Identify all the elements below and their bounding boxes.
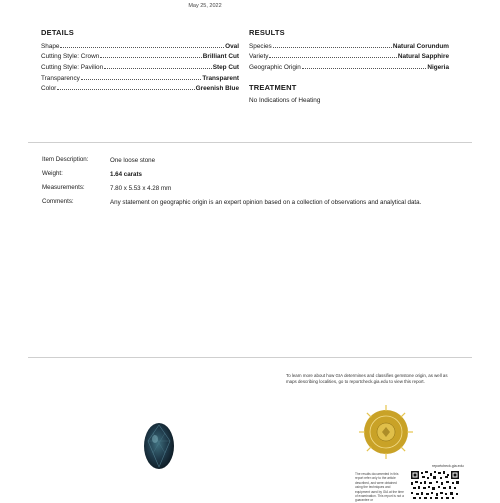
results-heading: RESULTS	[249, 28, 285, 37]
leader-dots	[81, 79, 202, 80]
results-row-variety	[249, 50, 449, 61]
report-date: May 25, 2022	[188, 3, 222, 9]
item-description-block	[42, 156, 452, 212]
item-row-weight	[42, 170, 452, 180]
details-row-color	[41, 82, 239, 93]
results-row-origin	[249, 60, 449, 71]
details-list	[41, 39, 239, 92]
section-divider	[28, 357, 472, 358]
leader-dots	[104, 68, 212, 69]
gemstone-photo	[142, 421, 176, 471]
treatment-heading: TREATMENT	[249, 83, 297, 92]
details-row-pavilion	[41, 60, 239, 71]
results-value: Natural Sapphire	[397, 53, 449, 61]
details-label: Cutting Style: Crown	[41, 53, 100, 61]
details-label: Color	[41, 85, 57, 93]
section-divider	[28, 142, 472, 143]
details-value: Transparent	[202, 74, 239, 82]
results-list	[249, 39, 449, 71]
reportcheck-link[interactable]: reportcheck.gia.edu	[432, 464, 464, 468]
item-label: Item Description:	[42, 156, 89, 163]
details-label: Transparency	[41, 74, 80, 82]
item-row-measurements	[42, 184, 452, 194]
details-label: Cutting Style: Pavilion	[41, 64, 104, 72]
details-row-transparency	[41, 71, 239, 82]
item-label: Comments:	[42, 198, 74, 205]
item-value: 1.64 carats	[110, 171, 142, 178]
treatment-text: No Indications of Heating	[249, 97, 321, 104]
details-row-shape	[41, 39, 239, 50]
leader-dots	[60, 47, 224, 48]
item-label: Weight:	[42, 170, 63, 177]
results-value: Nigeria	[427, 64, 449, 72]
leader-dots	[273, 47, 392, 48]
results-row-species	[249, 39, 449, 50]
results-label: Geographic Origin	[249, 64, 301, 72]
gia-seal-icon	[358, 404, 414, 460]
details-value: Step Cut	[212, 64, 239, 72]
info-text: To learn more about how GIA determines and classifies gemstone origin, as well as maps describing localities, go to reportcheck.gia.edu to view this report.	[286, 373, 448, 384]
details-value: Oval	[225, 42, 239, 50]
item-value: 7.80 x 5.53 x 4.28 mm	[110, 185, 172, 192]
leader-dots	[269, 57, 396, 58]
details-heading: DETAILS	[41, 28, 74, 37]
results-value: Natural Corundum	[392, 42, 449, 50]
item-value: One loose stone	[110, 157, 156, 164]
results-label: Species	[249, 42, 272, 50]
results-label: Variety	[249, 53, 269, 61]
item-row-description	[42, 156, 452, 166]
leader-dots	[57, 89, 194, 90]
leader-dots	[302, 68, 426, 69]
details-value: Brilliant Cut	[202, 53, 239, 61]
item-label: Measurements:	[42, 184, 85, 191]
details-value: Greenish Blue	[195, 85, 239, 93]
leader-dots	[100, 57, 202, 58]
item-value: Any statement on geographic origin is an expert opinion based on a collection of observations and analytical data.	[110, 199, 422, 206]
qr-code-icon	[410, 470, 460, 500]
details-label: Shape	[41, 42, 60, 50]
details-row-crown	[41, 50, 239, 61]
disclaimer-text: The results documented in this report refer only to the article described, and were obtained using the techniques and equipment used by GIA at the time of examination. This report is not a guarantee or	[355, 472, 404, 503]
item-row-comments	[42, 198, 452, 208]
